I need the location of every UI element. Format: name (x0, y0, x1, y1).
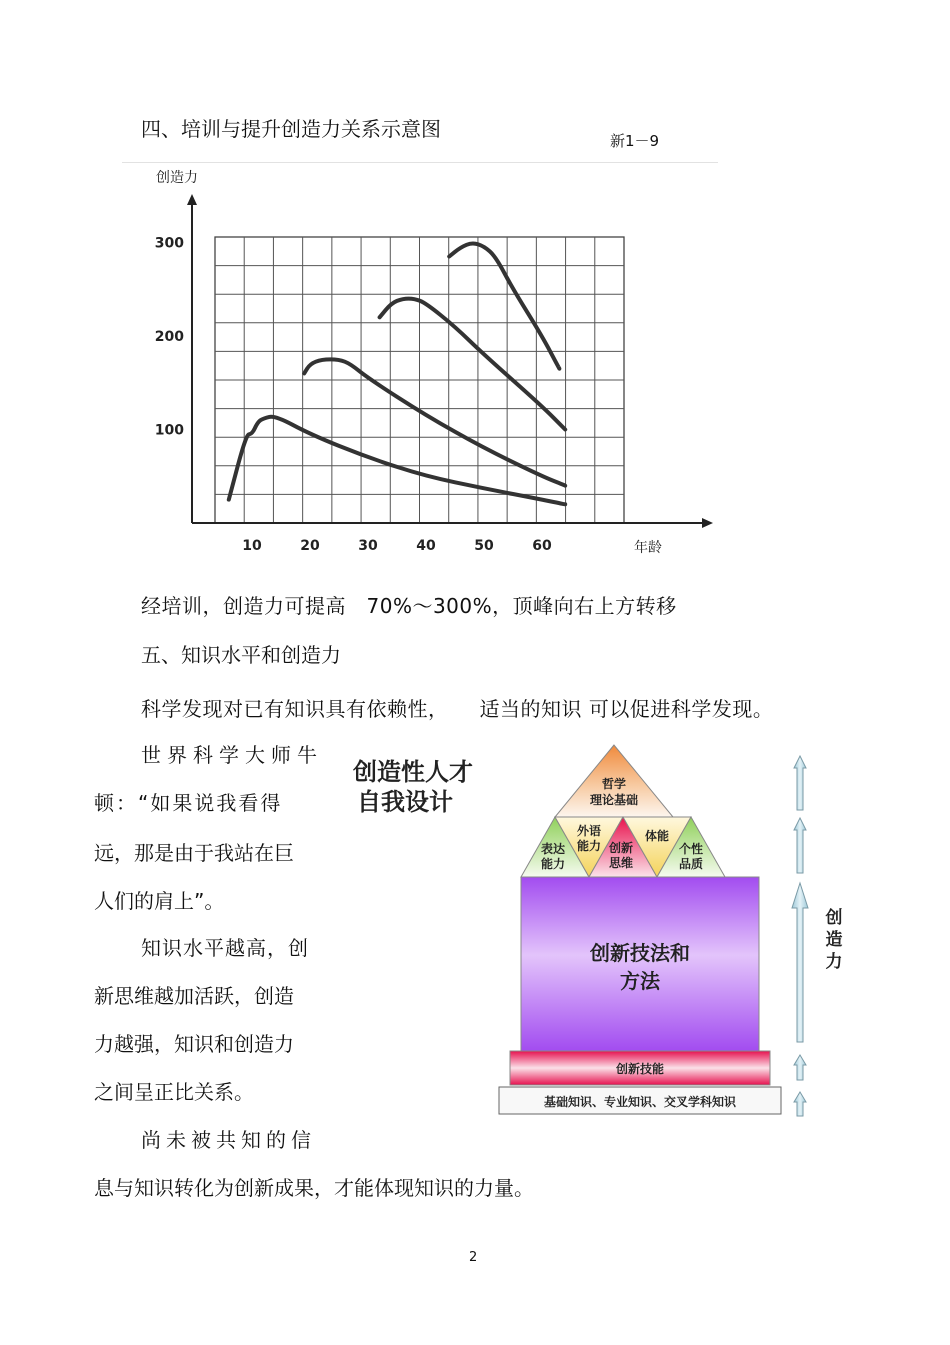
newton-line: 世界科学大师牛 (141, 743, 323, 767)
series-line-1 (229, 417, 565, 505)
tri-label: 创新 (608, 841, 634, 855)
closing-line: 息与知识转化为创新成果，才能体现知识的力量。 (94, 1176, 534, 1200)
tri-label: 能力 (540, 857, 566, 871)
roof-label: 理论基础 (589, 793, 639, 807)
x-tick-label: 60 (532, 538, 552, 554)
knowledge-line: 知识水平越高，创 (141, 936, 309, 960)
tri-label: 外语 (576, 824, 602, 838)
y-tick-label: 200 (154, 329, 184, 345)
page-number: 2 (469, 1250, 478, 1265)
chart-axes (187, 194, 713, 528)
tri-label: 思维 (608, 856, 634, 870)
closing-line: 尚未被共知的信 (141, 1128, 316, 1152)
creativity-age-chart (140, 164, 730, 569)
diagram-title-line1: 创造性人才 (353, 758, 473, 786)
science-paragraph: 科学发现对已有知识具有依赖性， 适当的知识 可以促进科学发现。 (141, 697, 774, 721)
x-tick-label: 50 (474, 538, 494, 554)
base-bar-label: 基础知识、专业知识、交叉学科知识 (543, 1095, 737, 1109)
newton-line: 人们的肩上”。 (94, 889, 225, 913)
tri-label: 体能 (644, 829, 670, 843)
x-tick-label: 10 (242, 538, 262, 554)
arrow-up-icon (794, 1092, 806, 1116)
x-tick-label: 20 (300, 538, 320, 554)
series-line-2 (304, 359, 565, 485)
arrow-up-icon (794, 756, 806, 810)
series-line-3 (380, 299, 566, 430)
side-label: 创 (825, 908, 843, 928)
tri-label: 表达 (540, 842, 566, 856)
training-paragraph: 经培训，创造力可提高 70%～300%，顶峰向右上方转移 (141, 594, 677, 618)
section-4-title: 四、培训与提升创造力关系示意图 (141, 117, 441, 141)
section-5-title: 五、知识水平和创造力 (141, 643, 341, 667)
y-axis-arrow-icon (187, 194, 197, 205)
x-tick-label: 30 (358, 538, 378, 554)
side-label: 造 (825, 930, 843, 950)
x-axis-arrow-icon (702, 518, 713, 528)
roof-label: 哲学 (601, 777, 627, 791)
tri-label: 能力 (576, 839, 602, 853)
x-axis-title: 年龄 (634, 540, 662, 556)
tri-label: 品质 (678, 857, 704, 871)
newton-line: 远，那是由于我站在巨 (94, 841, 294, 865)
side-label: 力 (825, 952, 843, 972)
diagram-title-line2: 自我设计 (357, 788, 453, 816)
knowledge-line: 力越强，知识和创造力 (94, 1032, 294, 1056)
arrow-up-icon (794, 818, 806, 873)
body-label: 创新技法和 (590, 941, 690, 965)
y-tick-label: 100 (154, 422, 184, 439)
knowledge-line: 新思维越加活跃，创造 (94, 984, 294, 1008)
knowledge-line: 之间呈正比关系。 (94, 1080, 254, 1104)
chart-series (229, 244, 565, 505)
y-axis-title: 创造力 (156, 170, 198, 186)
chart-grid (215, 237, 624, 523)
tri-label: 个性 (678, 842, 704, 856)
figure-code: 新1－9 (610, 132, 660, 150)
skill-bar-label: 创新技能 (615, 1062, 665, 1076)
x-tick-label: 40 (416, 538, 436, 554)
divider (122, 162, 718, 163)
newton-line: 顿：“如果说我看得 (94, 791, 283, 815)
talent-house-diagram (345, 740, 865, 1125)
body-label: 方法 (620, 969, 660, 993)
series-line-4 (449, 244, 559, 369)
arrow-up-icon (794, 1055, 806, 1080)
y-tick-label: 300 (154, 235, 184, 252)
arrow-up-icon (792, 883, 808, 1042)
